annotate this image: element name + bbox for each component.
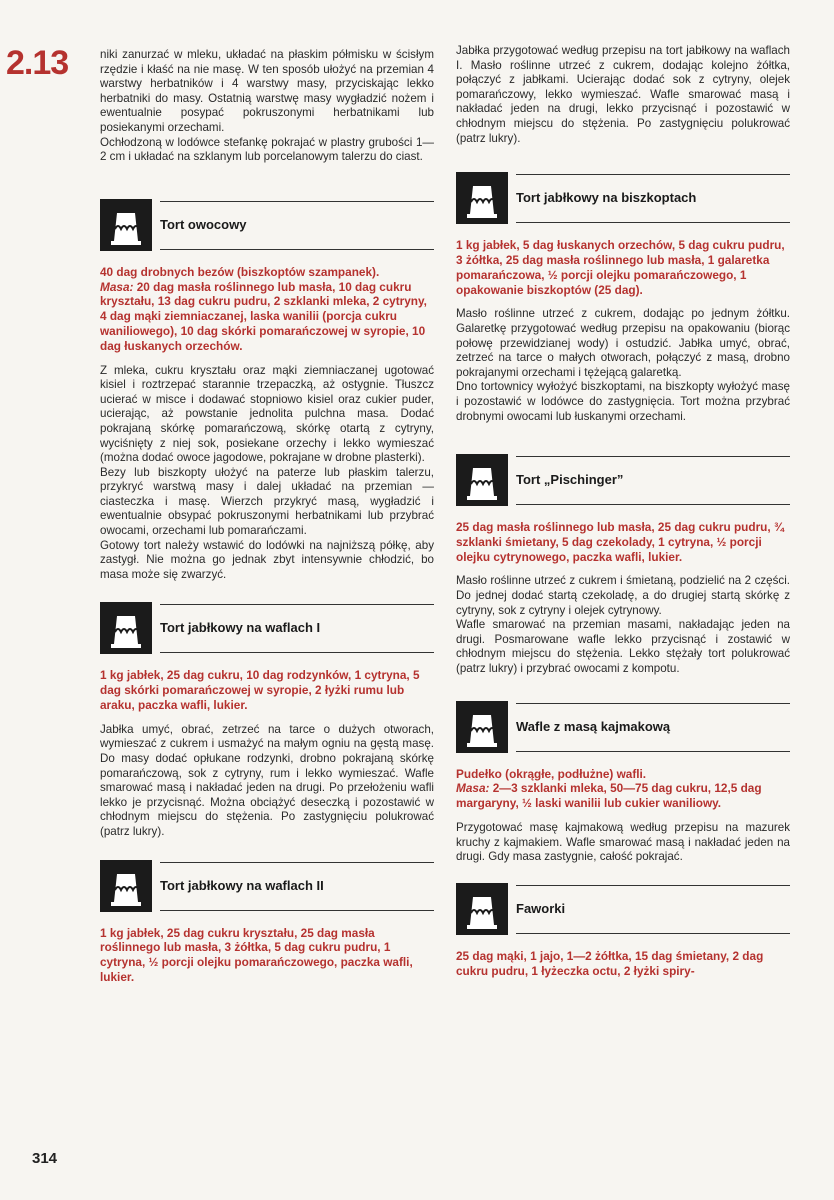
recipe-title: Faworki xyxy=(516,900,566,916)
chapter-number: 2.13 xyxy=(6,44,69,82)
ingredients: 25 dag masła roślinnego lub masła, 25 dag cukru pudru, ¾ szklanki śmietany, 5 dag czekolady, 1 cytryna, ½ porcji olejku cytrynowego, paczka wafli, lukier. xyxy=(456,520,784,564)
divider xyxy=(160,201,434,202)
divider xyxy=(516,222,790,223)
divider xyxy=(160,652,434,653)
divider xyxy=(160,910,434,911)
recipe-title: Tort „Pischinger” xyxy=(516,472,624,488)
instructions-paragraph: Jabłka umyć, obrać, zetrzeć na tarce o dużych otworach, wymieszać z cukrem i usmażyć na małym ogniu na gęstą masę. Do masy dodać opłukane rodzynki, drobno pokrajaną skórkę pomarańczową, sok z cytryny, rum i lekko wymieszać. Wafle smarować masą i nakładać jeden na drugi. Po przełożeniu wafli lekko je przycisnąć. Można obciążyć deseczką i pozostawić w chłodnym miejscu do stężenia. Po zastygnięciu polukrować (patrz lukry). xyxy=(100,722,434,838)
recipe-title: Wafle z masą kajmakową xyxy=(516,718,671,734)
divider xyxy=(160,604,434,605)
ingredients-label: Masa: xyxy=(456,781,490,796)
instructions-paragraph: Przygotować masę kajmakową według przepisu na mazurek kruchy z kajmakiem. Wafle smarować masą i nakładać jeden na drugi. Gdy masa zastygnie, całość pokrajać. xyxy=(456,821,790,864)
cake-icon xyxy=(456,454,508,506)
cake-icon xyxy=(100,860,152,912)
recipe-title: Tort owocowy xyxy=(160,216,247,232)
cake-icon xyxy=(456,172,508,224)
ingredients: 1 kg jabłek, 5 dag łuskanych orzechów, 5 dag cukru pudru, 3 żółtka, 25 dag masła roślinnego lub masła, 1 galaretka pomarańczowa, ½ porcji olejku pomarańczowego, 1 opakowanie biszkoptów (25 dag). xyxy=(456,238,785,297)
ingredients: 1 kg jabłek, 25 dag cukru kryształu, 25 dag masła roślinnego lub masła, 3 żółtka, 5 dag cukru pudru, 1 cytryna, ½ porcji olejku pomarańczowego, paczka wafli, lukier. xyxy=(100,925,413,984)
divider xyxy=(160,249,434,250)
instructions-paragraph: Wafle smarować na przemian masami, nakładając jeden na drugi. Posmarowane wafle lekko przycisnąć i zostawić w chłodnym miejscu do stężenia. Lekko stężały tort polukrować (patrz lukry) i przybrać owocami z kompotu. xyxy=(456,618,790,676)
divider xyxy=(516,751,790,752)
page-number: 314 xyxy=(32,1150,58,1167)
cake-icon xyxy=(100,602,152,654)
instructions-paragraph: Bezy lub biszkopty ułożyć na paterze lub płaskim talerzu, przykryć warstwą masy i dalej układać na przemian — ciasteczka i masę. Wierzch przykryć masą, wygładzić i ewentualnie obsypać pokruszonymi herbatnikami lub przybrać owocami, orzechami lub pomarańczami. xyxy=(100,465,434,538)
ingredients xyxy=(100,265,434,354)
recipe-title: Tort jabłkowy na waflach I xyxy=(160,620,321,636)
recipe-header-faworki xyxy=(456,877,790,939)
divider xyxy=(516,885,790,886)
instructions-paragraph: Dno tortownicy wyłożyć biszkoptami, na biszkopty wyłożyć masę i pozostawić w lodówce do zastygnięcia. Tort można przybrać drobnymi owocami lub łuskanymi orzechami. xyxy=(456,380,790,423)
left-column xyxy=(100,48,434,985)
instructions-paragraph: Gotowy tort należy wstawić do lodówki na najniższą półkę, aby zastygł. Nie można go jednak zbyt intensywnie chłodzić, bo masa może się zwarzyć. xyxy=(100,538,434,581)
recipe-header-waflach-1 xyxy=(100,596,434,658)
recipe-header-kajmak xyxy=(456,695,790,757)
recipe-header-tort-owocowy xyxy=(100,193,434,255)
recipe-header-waflach-2 xyxy=(100,854,434,916)
cake-icon xyxy=(100,199,152,251)
ingredients-label: Masa: xyxy=(100,279,134,294)
divider xyxy=(516,933,790,934)
divider xyxy=(516,504,790,505)
instructions-paragraph: Jabłka przygotować według przepisu na tort jabłkowy na waflach I. Masło roślinne utrzeć z cukrem, dodając kolejno żółtka, połączyć z jabłkami. Ucierając dodać sok z cytryny, olejek pomarańczowy, lekko wymieszać. Wafle smarować masą i nakładać jeden na drugi, lekko przycisnąć i pozostawić w chłodnym miejscu do stężenia. Po zastygnięciu polukrować (patrz lukry). xyxy=(456,44,790,145)
ingredients: 1 kg jabłek, 25 dag cukru, 10 dag rodzynków, 1 cytryna, 5 dag skórki pomarańczowej w syropie, 2 łyżki rumu lub araku, paczka wafli, lukier. xyxy=(100,668,420,713)
instructions-paragraph: Masło roślinne utrzeć z cukrem, dodając po jednym żółtku. Galaretkę przygotować według przepisu na opakowaniu (biorąc połowę przewidzianej wody) i ostudzić. Jabłka umyć, obrać, zetrzeć na tarce o małych otworach, połączyć z masą, drobno pokrajanymi orzechami i tężejącą galaretką. xyxy=(456,307,790,379)
ingredients xyxy=(456,767,790,811)
intro-paragraph: Ochłodzoną w lodówce stefankę pokrajać w plastry grubości 1—2 cm i układać na szklanym lub porcelanowym talerzu do ciast. xyxy=(100,135,434,164)
ingredients: 25 dag mąki, 1 jajo, 1—2 żółtka, 15 dag śmietany, 2 dag cukru pudru, 1 łyżeczka octu, 2 łyżki spiry- xyxy=(456,948,764,978)
divider xyxy=(516,456,790,457)
divider xyxy=(516,174,790,175)
divider xyxy=(160,862,434,863)
ingredients-mass: 20 dag masła roślinnego lub masła, 10 dag cukru kryształu, 13 dag cukru pudru, 2 szklanki mleka, 2 cytryny, 4 dag mąki ziemniaczanej, laska wanilii (porcja cukru waniliowego), 10 dag skórki pomarańczowej w syropie, 10 dag łuskanych orzechów. xyxy=(100,279,427,353)
ingredients-mass: 2—3 szklanki mleka, 50—75 dag cukru, 12,5 dag margaryny, ½ laski wanilii lub cukier waniliowy. xyxy=(456,781,762,811)
ingredients-base: 40 dag drobnych bezów (biszkoptów szampanek). xyxy=(100,264,380,279)
divider xyxy=(516,703,790,704)
recipe-header-biszkopty xyxy=(456,166,790,228)
ingredients-base: Pudełko (okrągłe, podłużne) wafli. xyxy=(456,766,647,781)
instructions-paragraph: Z mleka, cukru kryształu oraz mąki ziemniaczanej ugotować kisiel i roztrzepać starannie trzepaczką, aż ostygnie. Tłuszcz ucierać w misce i dodawać stopniowo kisiel oraz cukier puder, ucierając, aż powstanie jednolita pulchna masa. Dodać pokrajaną skórkę pomarańczową, skórkę otartą z cytryny, wyciśnięty z niej sok, posiekane orzechy i lekko wymieszać (można dodać owoce jagodowe, pokrajane w drobne plasterki). xyxy=(100,363,434,465)
cake-icon xyxy=(456,701,508,753)
cake-icon xyxy=(456,883,508,935)
recipe-title: Tort jabłkowy na biszkoptach xyxy=(516,190,697,206)
instructions-paragraph: Masło roślinne utrzeć z cukrem i śmietaną, podzielić na 2 części. Do jednej dodać startą czekoladę, a do drugiej startą skórkę z cytryny, sok z cytryny i olejek cytrynowy. xyxy=(456,574,790,617)
recipe-title: Tort jabłkowy na waflach II xyxy=(160,877,324,893)
intro-paragraph: niki zanurzać w mleku, układać na płaskim półmisku w ścisłym rzędzie i kłaść na nie masę. W ten sposób ułożyć na przemian 4 warstwy herbatników i 4 warstwy masy, przyciskając lekko herbatniki do masy. Ostatnią warstwę masy wygładzić nożem i ewentualnie posypać pokruszonymi herbatnikami lub posiekanymi orzechami. xyxy=(100,48,434,134)
recipe-header-pischinger xyxy=(456,448,790,510)
right-column xyxy=(456,44,790,978)
